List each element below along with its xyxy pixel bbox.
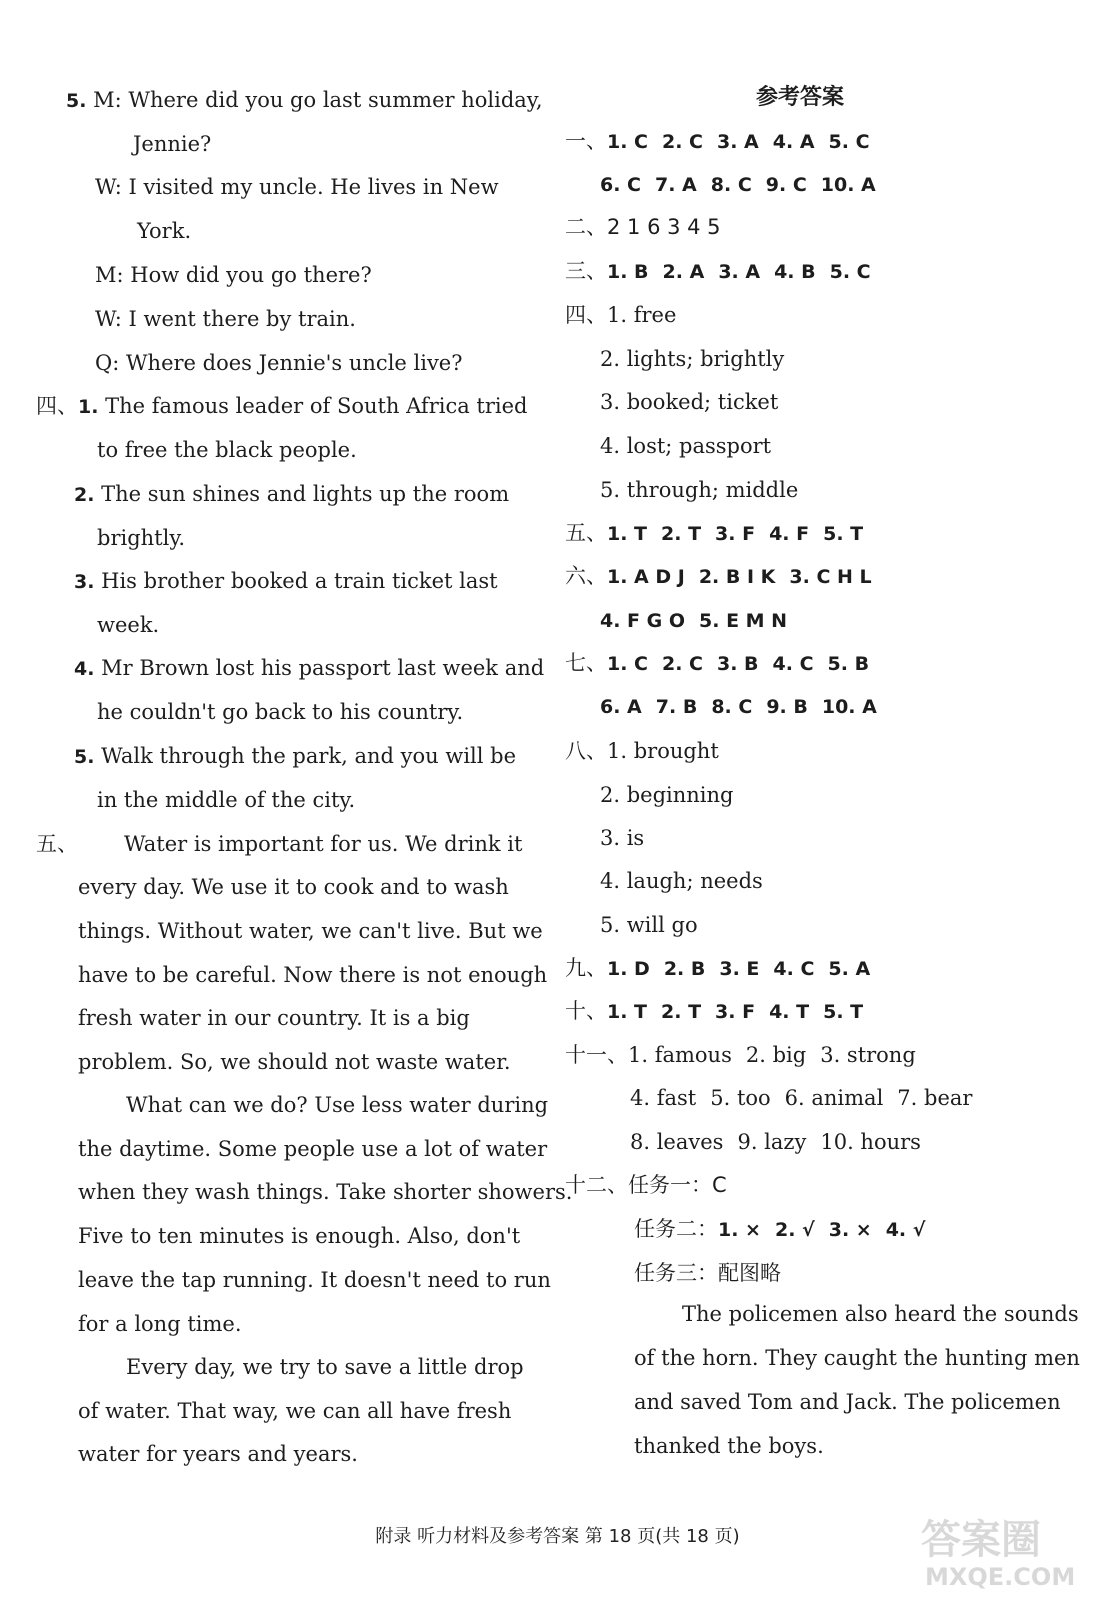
answer-row: 一、1. C 2. C 3. A 4. A 5. C: [565, 129, 870, 153]
answer-row: 4. lost; passport: [600, 434, 772, 458]
passage-line: fresh water in our country. It is a big: [78, 1006, 470, 1030]
section-number: 五、: [36, 832, 78, 856]
answer-row: 2. beginning: [600, 783, 734, 807]
passage-line: have to be careful. Now there is not enough: [78, 963, 548, 987]
answer-row: 8. leaves 9. lazy 10. hours: [630, 1130, 921, 1154]
dialog-line: 5. M: Where did you go last summer holiday,: [66, 88, 543, 112]
passage-line: Five to ten minutes is enough. Also, don't: [78, 1224, 521, 1248]
answer-row: 五、1. T 2. T 3. F 4. F 5. T: [565, 521, 864, 545]
passage-line: for a long time.: [78, 1312, 242, 1336]
answer-row: 十、1. T 2. T 3. F 4. T 5. T: [565, 999, 864, 1023]
sentence-line: brightly.: [97, 526, 186, 550]
answer-row: 十二、任务一：C: [565, 1173, 727, 1197]
watermark-text: 答案圈: [921, 1517, 1041, 1563]
answer-row: 3. booked; ticket: [600, 390, 779, 414]
passage-line: things. Without water, we can't live. But we: [78, 919, 543, 943]
answer-row: 七、1. C 2. C 3. B 4. C 5. B: [565, 651, 870, 675]
passage-line: problem. So, we should not waste water.: [78, 1050, 511, 1074]
passage-line: water for years and years.: [78, 1442, 358, 1466]
dialog-line: Q: Where does Jennie's uncle live?: [95, 351, 463, 375]
answer-row: 2. lights; brightly: [600, 347, 785, 371]
story-line: of the horn. They caught the hunting men: [634, 1346, 1080, 1370]
answer-row: 任务二：1. × 2. √ 3. × 4. √: [634, 1217, 926, 1241]
answer-row: 4. laugh; needs: [600, 869, 763, 893]
dialog-line: York.: [137, 219, 192, 243]
answer-row: 4. F G O 5. E M N: [600, 610, 788, 632]
watermark-logo: [911, 1505, 1101, 1593]
dialog-line: Jennie?: [133, 132, 212, 156]
answer-row: 4. fast 5. too 6. animal 7. bear: [630, 1086, 973, 1110]
sentence-line: in the middle of the city.: [97, 788, 356, 812]
dialog-line: M: How did you go there?: [95, 263, 372, 287]
answer-row: 5. will go: [600, 913, 698, 937]
passage-line: when they wash things. Take shorter showers.: [78, 1180, 573, 1204]
sentence-line: 四、1. The famous leader of South Africa tried: [36, 394, 528, 418]
answer-row: 二、2 1 6 3 4 5: [565, 215, 721, 239]
answer-row: 5. through; middle: [600, 478, 799, 502]
answer-row: 八、1. brought: [565, 739, 719, 763]
story-line: and saved Tom and Jack. The policemen: [634, 1390, 1061, 1414]
passage-line: every day. We use it to cook and to wash: [78, 875, 509, 899]
answer-row: 三、1. B 2. A 3. A 4. B 5. C: [565, 259, 871, 283]
answer-row: 六、1. A D J 2. B I K 3. C H L: [565, 564, 872, 588]
passage-line: Every day, we try to save a little drop: [126, 1355, 524, 1379]
sentence-line: 4. Mr Brown lost his passport last week and: [74, 656, 545, 680]
answer-row: 四、1. free: [565, 303, 677, 327]
answer-title: 参考答案: [756, 85, 845, 110]
sentence-line: to free the black people.: [97, 438, 357, 462]
story-line: thanked the boys.: [634, 1434, 824, 1458]
story-line: The policemen also heard the sounds: [682, 1302, 1079, 1326]
passage-line: Water is important for us. We drink it: [124, 832, 523, 856]
watermark-url: MXQE.COM: [925, 1563, 1076, 1591]
answer-row: 任务三：配图略: [634, 1261, 781, 1285]
sentence-line: he couldn't go back to his country.: [97, 700, 464, 724]
passage-line: of water. That way, we can all have fresh: [78, 1399, 512, 1423]
answer-row: 十一、1. famous 2. big 3. strong: [565, 1043, 916, 1067]
sentence-line: 3. His brother booked a train ticket last: [74, 569, 498, 593]
sentence-line: 5. Walk through the park, and you will be: [74, 744, 517, 768]
answer-row: 6. A 7. B 8. C 9. B 10. A: [600, 696, 877, 718]
page-footer: 附录 听力材料及参考答案 第 18 页(共 18 页): [375, 1526, 740, 1547]
passage-line: What can we do? Use less water during: [126, 1093, 549, 1117]
passage-line: the daytime. Some people use a lot of water: [78, 1137, 548, 1161]
answer-row: 6. C 7. A 8. C 9. C 10. A: [600, 174, 876, 196]
sentence-line: 2. The sun shines and lights up the room: [74, 482, 510, 506]
dialog-line: W: I went there by train.: [95, 307, 356, 331]
answer-row: 3. is: [600, 826, 645, 850]
passage-line: leave the tap running. It doesn't need to run: [78, 1268, 551, 1292]
dialog-line: W: I visited my uncle. He lives in New: [95, 175, 499, 199]
answer-row: 九、1. D 2. B 3. E 4. C 5. A: [565, 956, 871, 980]
sentence-line: week.: [97, 613, 160, 637]
